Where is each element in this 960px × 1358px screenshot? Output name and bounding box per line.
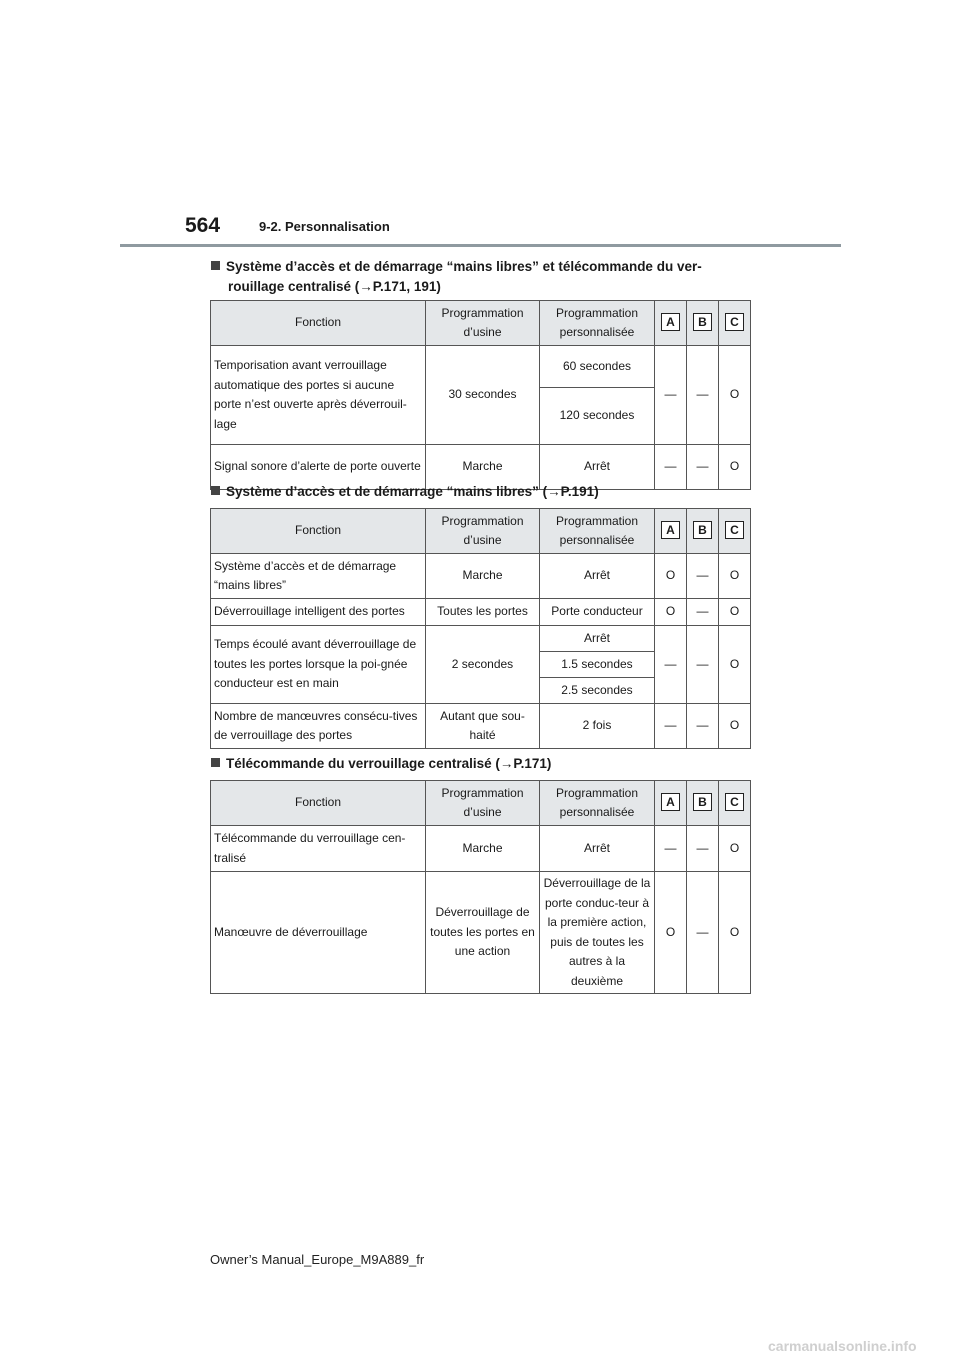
table-row: Manœuvre de déverrouillage Déverrouillage de toutes les portes en une action Déverrouillage de la porte conduc-teur à la première action, puis de toutes les autres à la deuxième O — O: [211, 872, 751, 994]
header-factory: Programmation d’usine: [426, 781, 540, 826]
table-row: 120 secondes: [211, 388, 751, 445]
column-b-badge: B: [693, 313, 712, 331]
table-row: 2.5 secondes: [211, 678, 751, 704]
header-a: [655, 301, 687, 346]
column-c-badge: C: [725, 521, 744, 539]
header-c: [719, 781, 751, 826]
section-title: 9-2. Personnalisation: [259, 219, 390, 234]
header-function: Fonction: [211, 509, 426, 554]
section2-heading: Système d’accès et de démarrage “mains libres” (→P.191): [211, 482, 771, 502]
square-bullet-icon: [211, 758, 220, 767]
header-c: [719, 509, 751, 554]
header-function: Fonction: [211, 781, 426, 826]
column-b-badge: B: [693, 793, 712, 811]
column-b-badge: B: [693, 521, 712, 539]
table-header-row: [211, 781, 751, 826]
table-header-row: [211, 301, 751, 346]
column-a-badge: A: [661, 313, 680, 331]
table-row: Signal sonore d’alerte de porte ouverte Marche Arrêt — — O: [211, 445, 751, 490]
header-a: [655, 509, 687, 554]
header-factory: Programmation d’usine: [426, 301, 540, 346]
header-custom: Programmation personnalisée: [540, 509, 655, 554]
header-a: [655, 781, 687, 826]
table-row: Déverrouillage intelligent des portes Toutes les portes Porte conducteur O — O: [211, 599, 751, 626]
watermark: carmanualsonline.info: [768, 1338, 917, 1354]
table-row: Système d’accès et de démarrage “mains libres” Marche Arrêt O — O: [211, 554, 751, 599]
column-c-badge: C: [725, 313, 744, 331]
square-bullet-icon: [211, 261, 220, 270]
header-b: [687, 781, 719, 826]
header-custom: Programmation personnalisée: [540, 301, 655, 346]
table-row: 1.5 secondes: [211, 652, 751, 678]
header-custom: Programmation personnalisée: [540, 781, 655, 826]
section1-heading: Système d’accès et de démarrage “mains libres” et télécommande du ver- rouillage centralisé (→P.171, 191): [211, 257, 771, 297]
header-b: [687, 301, 719, 346]
column-a-badge: A: [661, 521, 680, 539]
header-c: [719, 301, 751, 346]
column-c-badge: C: [725, 793, 744, 811]
square-bullet-icon: [211, 486, 220, 495]
header-rule: [120, 244, 841, 247]
header-function: Fonction: [211, 301, 426, 346]
header-factory: Programmation d’usine: [426, 509, 540, 554]
table-row: Nombre de manœuvres consécu-tives de verrouillage des portes Autant que sou-haité 2 fois — — O: [211, 704, 751, 749]
section3-table: [210, 780, 751, 994]
section2-table: [210, 508, 751, 749]
column-a-badge: A: [661, 793, 680, 811]
table-row: Temporisation avant verrouillage automatique des portes si aucune porte n’est ouverte après déverrouil-lage 30 secondes 60 secondes — — O: [211, 346, 751, 388]
page-number: 564: [185, 214, 221, 237]
section3-heading: Télécommande du verrouillage centralisé (→P.171): [211, 754, 771, 774]
header-b: [687, 509, 719, 554]
table-header-row: [211, 509, 751, 554]
table-row: Temps écoulé avant déverrouillage de toutes les portes lorsque la poi-gnée conducteur est en main 2 secondes Arrêt — — O: [211, 626, 751, 652]
section1-table: [210, 300, 751, 490]
footer-manual-id: Owner’s Manual_Europe_M9A889_fr: [210, 1252, 425, 1267]
table-row: Télécommande du verrouillage cen-tralisé Marche Arrêt — — O: [211, 826, 751, 872]
